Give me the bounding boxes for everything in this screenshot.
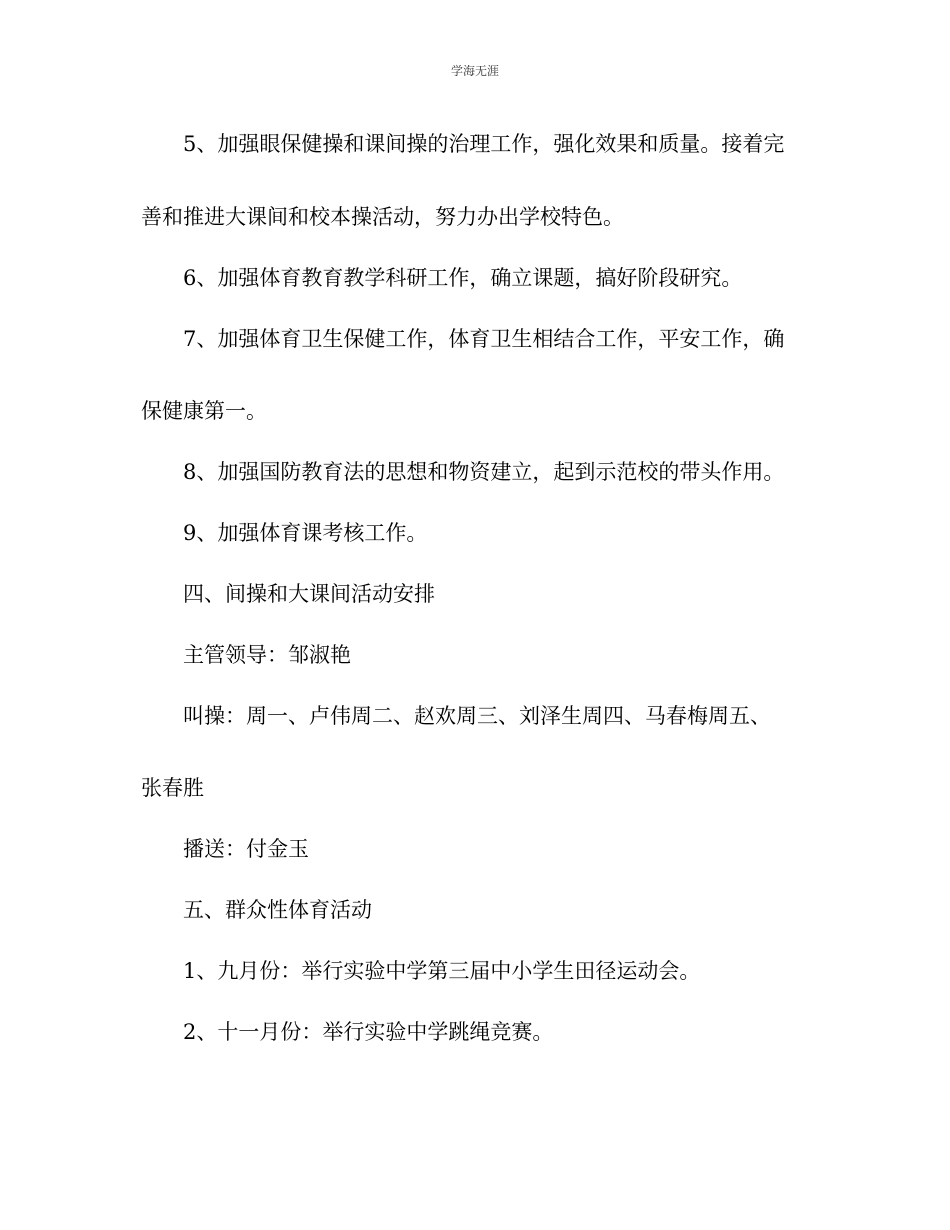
- paragraph-line: 7、加强体育卫生保健工作，体育卫生相结合工作，平安工作，确: [183, 327, 785, 351]
- page-header: 学海无涯: [450, 64, 499, 78]
- paragraph-line: 张春胜: [141, 776, 204, 800]
- paragraph-line: 1、九月份：举行实验中学第三届中小学生田径运动会。: [183, 959, 701, 983]
- paragraph-line: 善和推进大课间和校本操活动，努力办出学校特色。: [141, 205, 624, 229]
- paragraph-line: 保健康第一。: [141, 399, 267, 423]
- paragraph-line: 6、加强体育教育教学科研工作，确立课题，搞好阶段研究。: [183, 266, 743, 290]
- paragraph-line: 叫操：周一、卢伟周二、赵欢周三、刘泽生周四、马春梅周五、: [183, 704, 771, 728]
- paragraph-line: 主管领导：邹淑艳: [183, 643, 351, 667]
- paragraph-line: 9、加强体育课考核工作。: [183, 521, 428, 545]
- paragraph-line: 5、加强眼保健操和课间操的治理工作，强化效果和质量。接着完: [183, 132, 785, 156]
- paragraph-line: 2、十一月份：举行实验中学跳绳竞赛。: [183, 1020, 554, 1044]
- paragraph-line: 8、加强国防教育法的思想和物资建立，起到示范校的带头作用。: [183, 460, 785, 484]
- section-heading: 五、群众性体育活动: [183, 898, 372, 922]
- section-heading: 四、间操和大课间活动安排: [183, 582, 435, 606]
- paragraph-line: 播送：付金玉: [183, 837, 309, 861]
